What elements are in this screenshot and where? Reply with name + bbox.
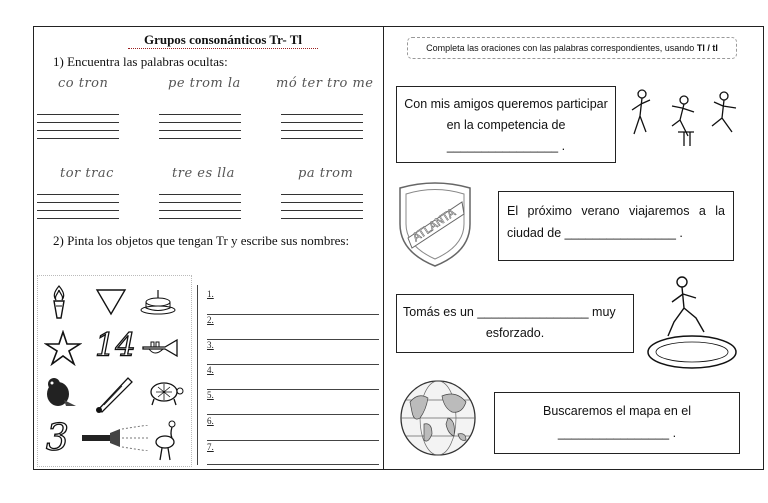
answer-number-4: 4. <box>207 365 214 375</box>
number-fourteen-picture[interactable]: 14 <box>95 326 136 364</box>
sentence-3-line-1[interactable]: Tomás es un ________________ muy <box>403 305 616 319</box>
page-divider <box>383 26 384 470</box>
number-three-picture[interactable]: 3 <box>46 418 69 459</box>
instruction-bold: Tl / tl <box>696 43 718 53</box>
answer-line-3[interactable] <box>207 364 379 365</box>
sentence-box-3 <box>396 294 634 353</box>
answer-line-2[interactable] <box>207 339 379 340</box>
answer-lines-4[interactable] <box>37 194 119 219</box>
turtle-icon[interactable] <box>144 378 184 408</box>
torch-icon[interactable] <box>48 284 70 320</box>
sentence-box-2 <box>498 191 734 261</box>
scrambled-word-3: mó ter tro me <box>276 76 374 91</box>
trumpet-icon[interactable] <box>141 337 181 359</box>
answer-margin-line <box>197 285 198 465</box>
scrambled-word-1: co tron <box>58 76 109 91</box>
question-2: 2) Pinta los objetos que tengan Tr y escribe sus nombres: <box>53 233 350 248</box>
answer-lines-3[interactable] <box>281 114 363 139</box>
scrambled-word-2: pe trom la <box>168 76 241 91</box>
scrambled-word-4: tor trac <box>60 166 114 181</box>
thermometer-icon[interactable] <box>92 374 136 414</box>
beaver-icon[interactable] <box>42 376 78 410</box>
star-icon[interactable] <box>44 330 82 366</box>
sentence-3-line-2: esforzado. <box>485 326 545 340</box>
instruction-text: Completa las oraciones con las palabras correspondientes, usando <box>426 43 697 53</box>
sentence-2-line-2[interactable]: ciudad de ________________ . <box>507 226 683 240</box>
answer-number-1: 1. <box>207 289 214 299</box>
sentence-4-blank[interactable]: ________________ . <box>557 426 677 440</box>
sentence-1-blank[interactable]: ________________ . <box>446 139 566 153</box>
track-runner-icon <box>646 272 738 370</box>
atlanta-shield-icon <box>396 180 474 268</box>
scrambled-word-6: pa trom <box>298 166 354 181</box>
runners-icon <box>624 86 744 150</box>
answer-number-2: 2. <box>207 315 214 325</box>
answer-line-7[interactable] <box>207 464 379 465</box>
globe-icon <box>396 378 480 458</box>
answer-lines-5[interactable] <box>159 194 241 219</box>
question-1: 1) Encuentra las palabras ocultas: <box>53 54 228 69</box>
answer-lines-6[interactable] <box>281 194 363 219</box>
ostrich-icon[interactable] <box>152 420 180 462</box>
instruction-banner <box>407 37 737 59</box>
answer-line-1[interactable] <box>207 314 379 315</box>
scrambled-word-5: tre es lla <box>172 166 235 181</box>
answer-number-6: 6. <box>207 416 214 426</box>
sentence-1-line-2: en la competencia de <box>446 118 566 132</box>
answer-line-5[interactable] <box>207 414 379 415</box>
answer-lines-2[interactable] <box>159 114 241 139</box>
sentence-box-1 <box>396 86 616 163</box>
answer-line-4[interactable] <box>207 389 379 390</box>
answer-lines-1[interactable] <box>37 114 119 139</box>
sentence-box-4 <box>494 392 740 454</box>
triangle-icon[interactable] <box>95 288 127 316</box>
cake-icon[interactable] <box>140 288 176 316</box>
answer-number-7: 7. <box>207 442 214 452</box>
sentence-1-line-1: Con mis amigos queremos participar <box>404 97 608 111</box>
answer-line-6[interactable] <box>207 440 379 441</box>
sentence-2-line-1: El próximo verano viajaremos a la <box>507 204 725 218</box>
flashlight-icon[interactable] <box>80 425 150 451</box>
answer-number-3: 3. <box>207 340 214 350</box>
worksheet-title: Grupos consonánticos Tr- Tl <box>128 32 318 49</box>
shield-text: ATLANTA <box>410 206 458 245</box>
answer-number-5: 5. <box>207 390 214 400</box>
sentence-4-line-1: Buscaremos el mapa en el <box>543 404 691 418</box>
